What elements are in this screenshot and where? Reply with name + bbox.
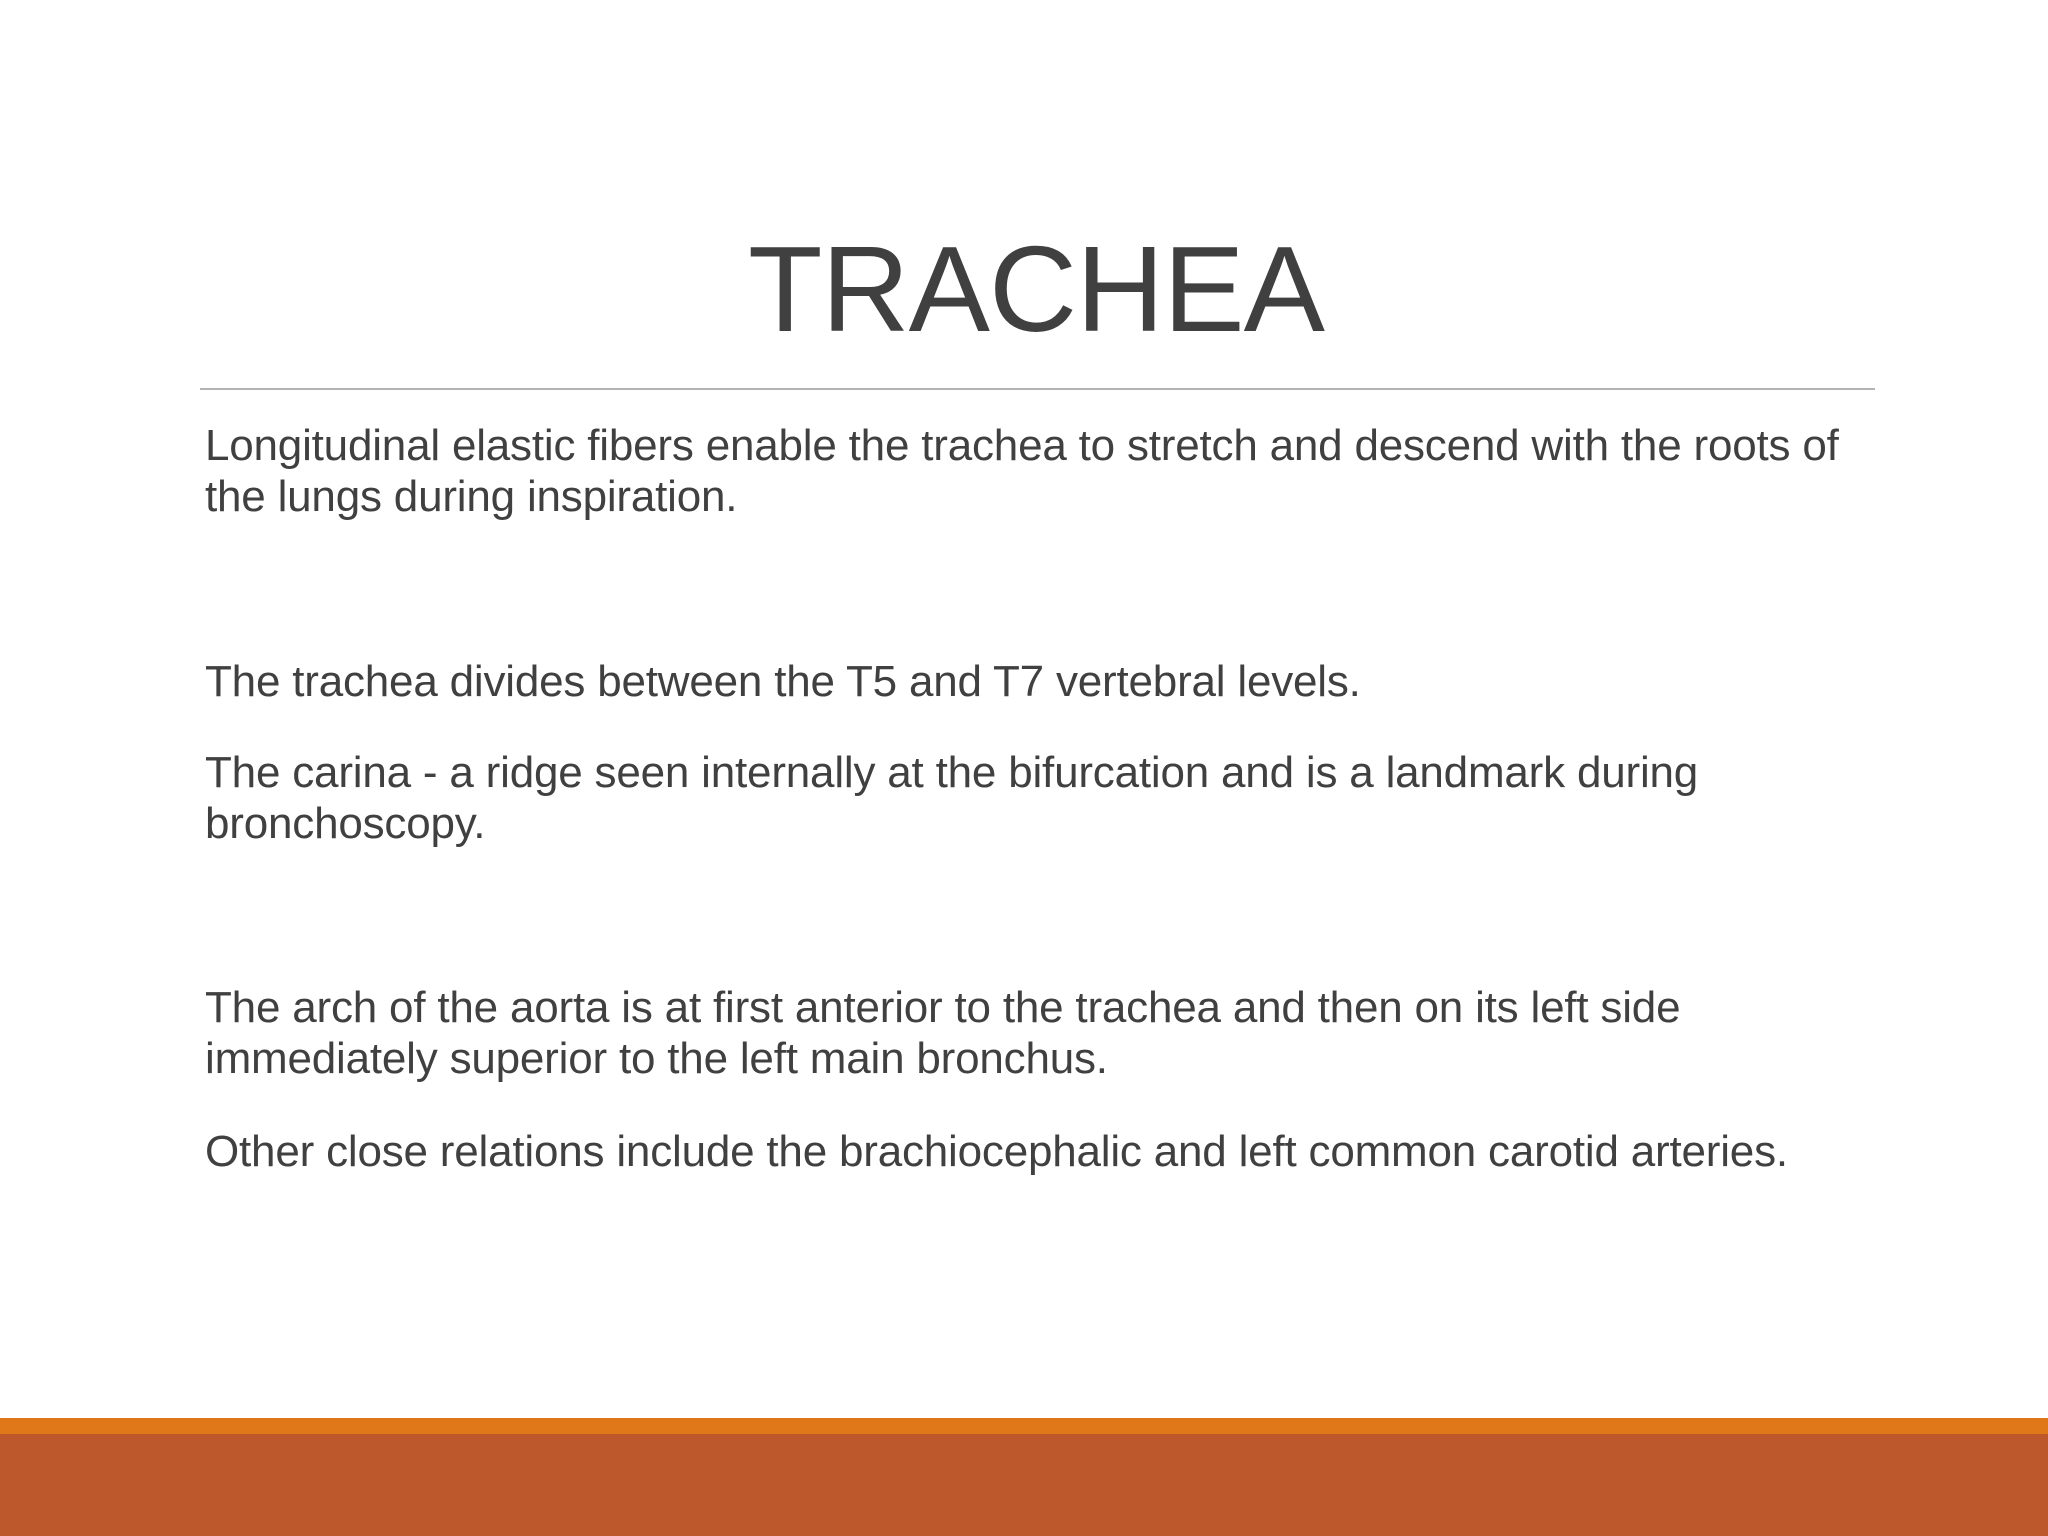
paragraph-close-relations: Other close relations include the brachiocephalic and left common carotid arteries.: [205, 1127, 1788, 1176]
paragraph-aortic-arch: The arch of the aorta is at first anterior to the trachea and then on its left side immediately superior to the left main bronchus.: [205, 983, 1681, 1083]
title-divider: [200, 388, 1875, 390]
paragraph-elastic-fibers: Longitudinal elastic fibers enable the trachea to stretch and descend with the roots of the lungs during inspiration.: [205, 421, 1839, 521]
paragraph-carina: The carina - a ridge seen internally at the bifurcation and is a landmark during bronchoscopy.: [205, 748, 1699, 848]
footer-bar: [0, 1434, 2048, 1536]
paragraph-trachea-divides: The trachea divides between the T5 and T7 vertebral levels.: [205, 657, 1361, 706]
footer-accent-stripe: [0, 1418, 2048, 1434]
slide-title: TRACHEA: [748, 221, 1324, 357]
